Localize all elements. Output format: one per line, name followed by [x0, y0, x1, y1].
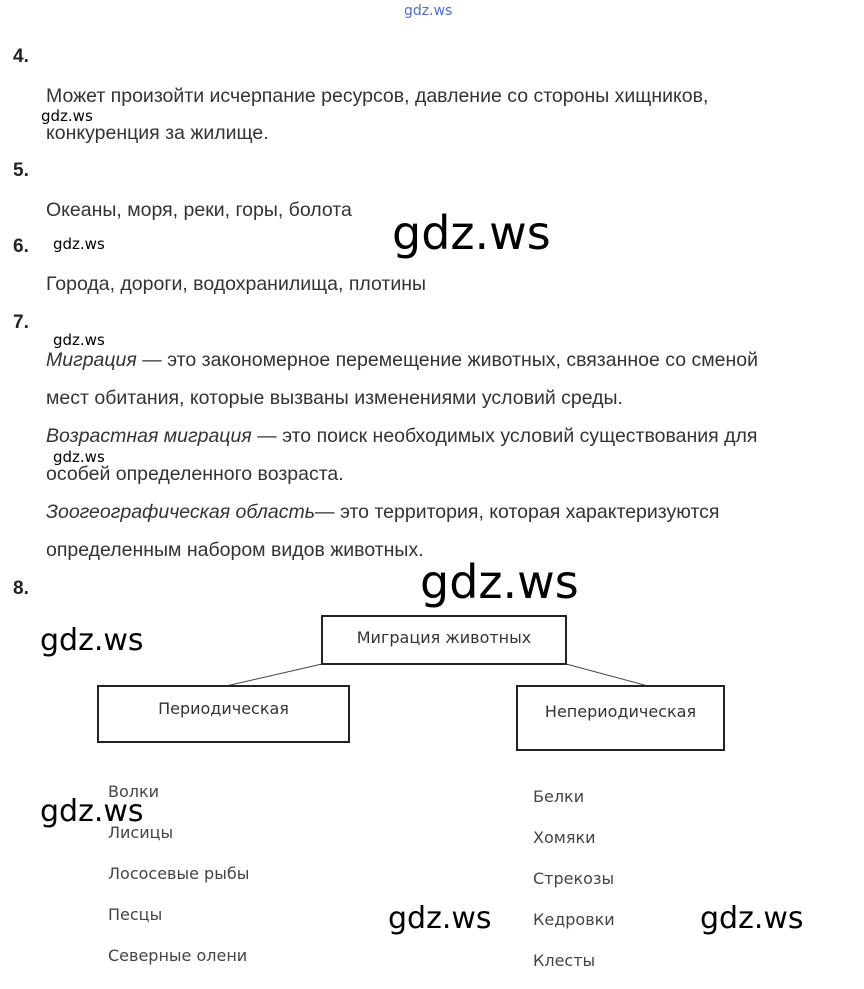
- definition-migration-text: — это закономерное перемещение животных, связанное со сменой: [136, 349, 758, 371]
- question-8-number: 8.: [13, 578, 29, 599]
- question-7-number: 7.: [13, 312, 29, 333]
- diagram-root-label: Миграция животных: [356, 627, 532, 647]
- question-6-answer: Города, дороги, водохранилища, плотины: [46, 273, 427, 295]
- watermark-small: gdz.ws: [53, 448, 105, 466]
- watermark-medium: gdz.ws: [40, 623, 144, 658]
- watermark-small: gdz.ws: [53, 331, 105, 349]
- definition-zoogeographic-area-line-2: определенным набором видов животных.: [46, 539, 424, 561]
- definition-age-migration-line-2: особей определенного возраста.: [46, 463, 344, 485]
- diagram-periodic-box: [97, 685, 350, 743]
- connector-left: [226, 664, 322, 686]
- connector-right: [566, 664, 648, 686]
- nonperiodic-item: Стрекозы: [533, 869, 615, 888]
- watermark-medium: gdz.ws: [40, 794, 144, 829]
- top-watermark: gdz.ws: [404, 3, 453, 19]
- nonperiodic-item: Белки: [533, 787, 585, 806]
- periodic-item: Лососевые рыбы: [108, 864, 250, 883]
- definition-age-migration-text: — это поиск необходимых условий существования для: [251, 425, 758, 447]
- watermark-large: gdz.ws: [392, 206, 551, 260]
- question-4-number: 4.: [13, 46, 29, 67]
- term-zoogeographic-area: Зоогеографическая область: [46, 501, 316, 523]
- definition-migration-line-2: мест обитания, которые вызваны изменениями условий среды.: [46, 387, 623, 409]
- diagram-root-box: [321, 615, 567, 665]
- nonperiodic-item: Хомяки: [533, 828, 596, 847]
- term-migration: Миграция: [46, 349, 137, 371]
- diagram-nonperiodic-label: Непериодическая: [544, 702, 697, 721]
- question-5-number: 5.: [13, 160, 29, 181]
- question-5-answer: Океаны, моря, реки, горы, болота: [46, 199, 352, 221]
- question-6-number: 6.: [13, 236, 29, 257]
- nonperiodic-item: Кедровки: [533, 910, 615, 929]
- diagram-nonperiodic-box: [516, 685, 725, 751]
- nonperiodic-item: Клесты: [533, 951, 596, 970]
- periodic-item: Волки: [108, 782, 160, 801]
- periodic-item: Северные олени: [108, 946, 248, 965]
- watermark-large: gdz.ws: [420, 555, 579, 609]
- question-4-line-1: Может произойти исчерпание ресурсов, давление со стороны хищников,: [46, 85, 709, 107]
- watermark-small: gdz.ws: [53, 235, 105, 253]
- watermark-medium: gdz.ws: [700, 901, 804, 936]
- watermark-medium: gdz.ws: [388, 901, 492, 936]
- question-4-line-2: конкуренция за жилище.: [46, 122, 269, 144]
- diagram-periodic-label: Периодическая: [158, 698, 289, 718]
- watermark-small: gdz.ws: [41, 107, 93, 125]
- definition-zoogeographic-area-text: — это территория, которая характеризуются: [315, 501, 720, 523]
- term-age-migration: Возрастная миграция: [46, 425, 252, 447]
- periodic-item: Лисицы: [108, 823, 174, 842]
- periodic-item: Песцы: [108, 905, 163, 924]
